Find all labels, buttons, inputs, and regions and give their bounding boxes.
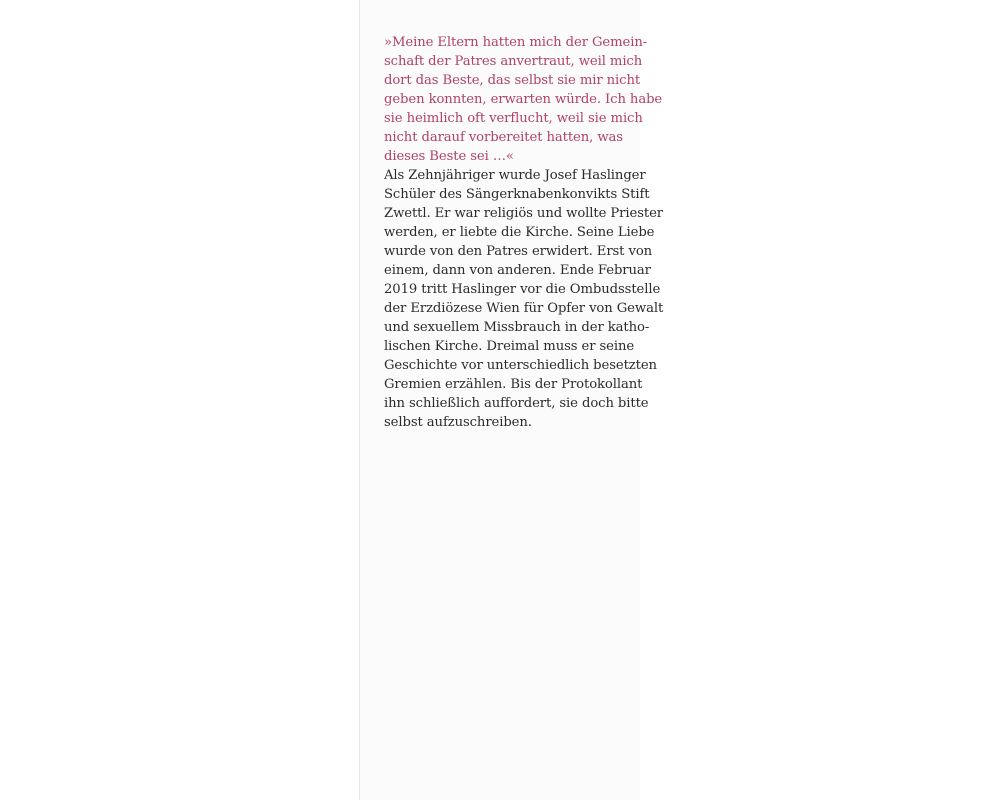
description-line: Gremien erzählen. Bis der Protokollant bbox=[384, 377, 643, 392]
description-line: 2019 tritt Haslinger vor die Ombudsstelle bbox=[384, 282, 661, 297]
quote-line: nicht darauf vorbereitet hatten, was bbox=[384, 130, 623, 145]
description-line: einem, dann von anderen. Ende Februar bbox=[384, 263, 651, 278]
quote-line: sie heimlich oft verflucht, weil sie mich bbox=[384, 111, 643, 126]
description-line: Geschichte vor unterschiedlich besetzten bbox=[384, 358, 657, 373]
quote-line: »Meine Eltern hatten mich der Gemein- bbox=[384, 35, 648, 50]
description-line: der Erzdiözese Wien für Opfer von Gewalt bbox=[384, 301, 664, 316]
description-line: wurde von den Patres erwidert. Erst von bbox=[384, 244, 653, 259]
quote-line: dort das Beste, das selbst sie mir nicht bbox=[384, 73, 641, 88]
blurb-text-block bbox=[384, 33, 664, 432]
quote-paragraph bbox=[384, 33, 663, 166]
description-line: selbst aufzuschreiben. bbox=[384, 415, 532, 430]
description-line: werden, er liebte die Kirche. Seine Liebe bbox=[384, 225, 655, 240]
quote-line: dieses Beste sei …« bbox=[384, 149, 514, 164]
description-paragraph bbox=[384, 166, 664, 432]
description-line: ihn schließlich auffordert, sie doch bitte bbox=[384, 396, 649, 411]
description-line: Als Zehnjähriger wurde Josef Haslinger bbox=[384, 168, 646, 183]
description-line: lischen Kirche. Dreimal muss er seine bbox=[384, 339, 635, 354]
quote-line: geben konnten, erwarten würde. Ich habe bbox=[384, 92, 663, 107]
description-line: und sexuellem Missbrauch in der katho- bbox=[384, 320, 650, 335]
quote-line: schaft der Patres anvertraut, weil mich bbox=[384, 54, 643, 69]
description-line: Zwettl. Er war religiös und wollte Priester bbox=[384, 206, 663, 221]
description-line: Schüler des Sängerknabenkonvikts Stift bbox=[384, 187, 650, 202]
